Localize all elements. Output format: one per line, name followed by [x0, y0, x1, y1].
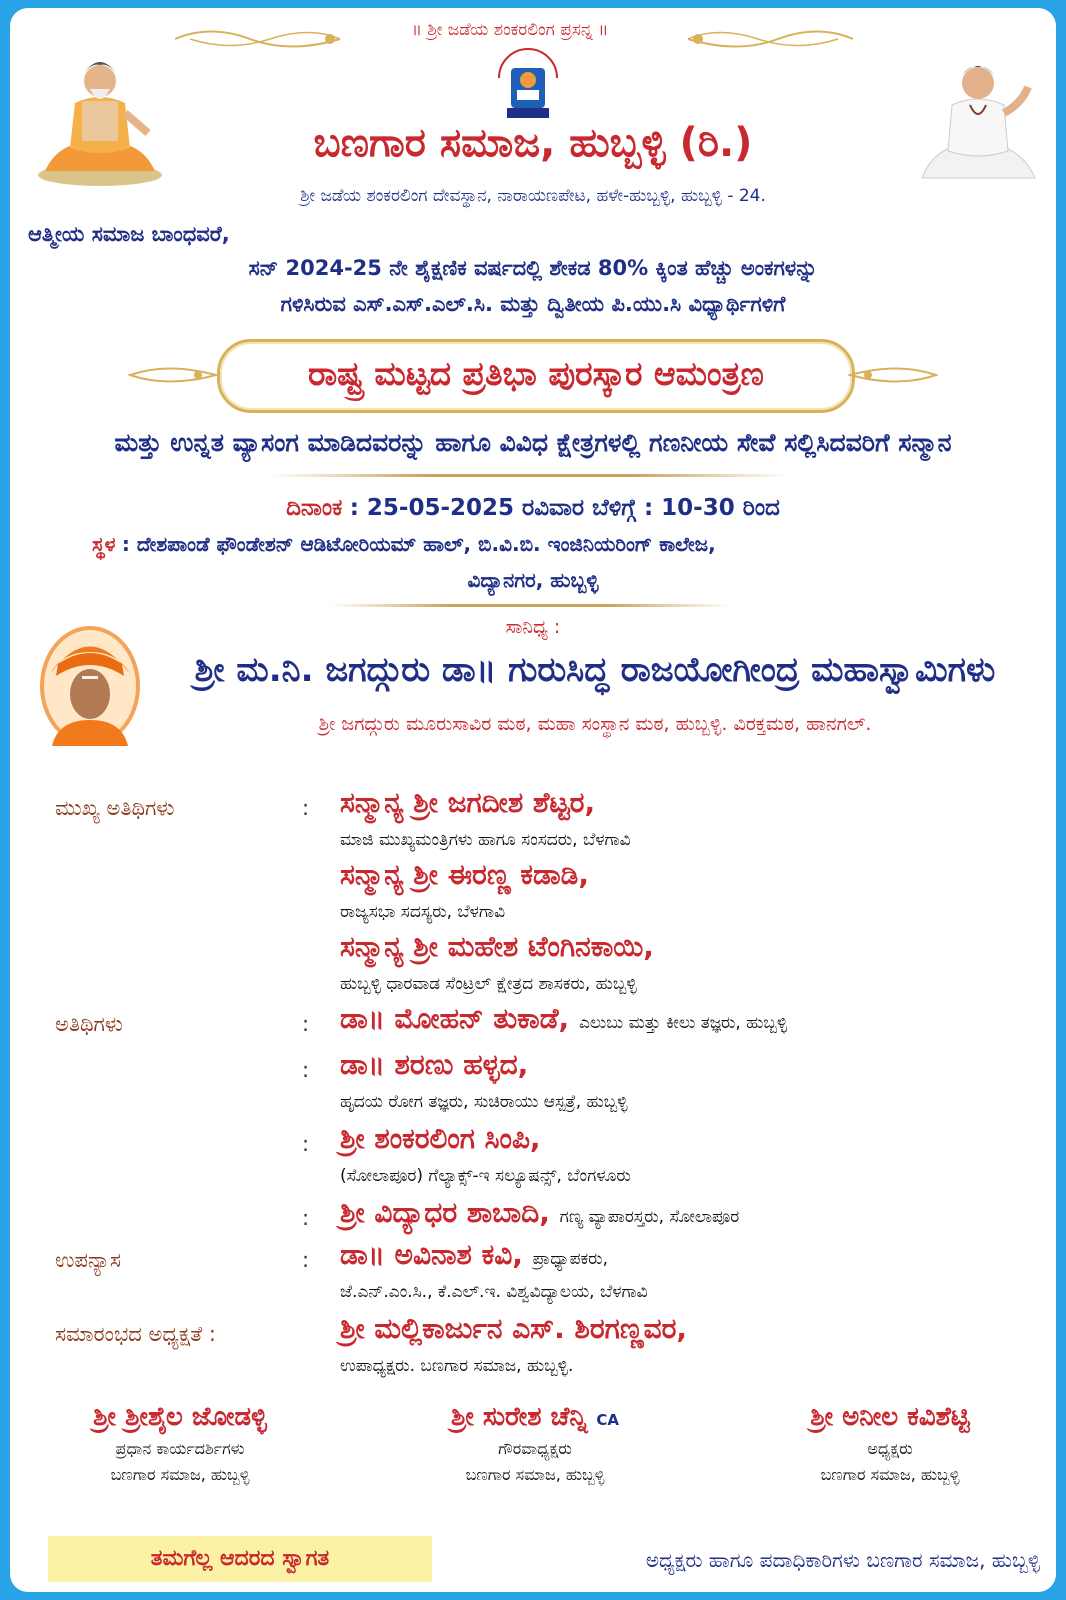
president-desc: ಉಪಾಧ್ಯಕ್ಷರು. ಬಣಗಾರ ಸಮಾಜ, ಹುಬ್ಬಳ್ಳಿ. — [340, 1356, 574, 1376]
date-label: ದಿನಾಂಕ — [286, 495, 343, 521]
colon: : — [302, 1132, 310, 1156]
event-venue — [92, 532, 716, 556]
presence-name: ಶ್ರೀ ಮ.ನಿ. ಜಗದ್ಗುರು ಡಾ॥ ಗುರುಸಿದ್ಧ ರಾಜಯೋಗೀಂದ್ರ ಮಹಾಸ್ವಾಮಿಗಳು — [194, 650, 996, 690]
lecture-desc-2: ಜೆ.ಎನ್.ಎಂ.ಸಿ., ಕೆ.ಎಲ್.ಇ. ವಿಶ್ವವಿದ್ಯಾಲಯ, ಬೆಳಗಾವಿ — [340, 1282, 648, 1302]
guest-name: ಶ್ರೀ ವಿದ್ಯಾಧರ ಶಾಬಾದಿ, — [340, 1196, 550, 1229]
venue-label: ಸ್ಥಳ — [92, 532, 116, 556]
signatory-role: ಅಧ್ಯಕ್ಷರು — [867, 1439, 913, 1458]
welcome-banner: ತಮಗೆಲ್ಲ ಆದರದ ಸ್ವಾಗತ — [48, 1536, 432, 1582]
colon: : — [302, 1206, 310, 1230]
samaja-logo-icon — [493, 48, 563, 123]
colon: : — [302, 796, 310, 820]
presence-label: ಸಾನಿಧ್ಯ : — [505, 616, 561, 638]
colon: : — [302, 1248, 310, 1272]
venue-value: : ದೇಶಪಾಂಡೆ ಫೌಂಡೇಶನ್ ಆಡಿಟೋರಿಯಮ್ ಹಾಲ್, ಬಿ.ವಿ.ಬಿ. ಇಂಜಿನಿಯರಿಂಗ್ ಕಾಲೇಜ, — [121, 532, 716, 556]
chief-guest-name: ಸನ್ಮಾನ್ಯ ಶ್ರೀ ಜಗದೀಶ ಶೆಟ್ಟರ, — [340, 786, 596, 819]
footer-note: ಅಧ್ಯಕ್ಷರು ಹಾಗೂ ಪದಾಧಿಕಾರಿಗಳು ಬಣಗಾರ ಸಮಾಜ, ಹುಬ್ಬಳ್ಳಿ — [645, 1548, 1040, 1572]
chief-guests-label: ಮುಖ್ಯ ಅತಿಥಿಗಳು — [55, 796, 175, 820]
lecture-desc: ಪ್ರಾಧ್ಯಾಪಕರು, — [532, 1249, 608, 1269]
signatory-role: ಪ್ರಧಾನ ಕಾರ್ಯದರ್ಶಿಗಳು — [115, 1439, 245, 1458]
greeting: ಆತ್ಮೀಯ ಸಮಾಜ ಬಾಂಧವರೆ, — [28, 222, 230, 246]
signatory-org: ಬಣಗಾರ ಸಮಾಜ, ಹುಬ್ಬಳ್ಳಿ — [465, 1465, 605, 1484]
signatory-name-line — [375, 1402, 695, 1433]
saint-figure-right-icon — [910, 43, 1045, 188]
presence-desc: ಶ್ರೀ ಜಗದ್ಗುರು ಮೂರುಸಾವಿರ ಮಠ, ಮಹಾ ಸಂಸ್ಥಾನ ಮಠ, ಹುಬ್ಬಳ್ಳಿ. ವಿರಕ್ತಮಠ, ಹಾನಗಲ್. — [318, 713, 872, 735]
banner-flourish-right — [848, 360, 938, 390]
banner-flourish-left — [128, 360, 218, 390]
signatory-org: ಬಣಗಾರ ಸಮಾಜ, ಹುಬ್ಬಳ್ಳಿ — [820, 1465, 960, 1484]
intro-line-2: ಗಳಿಸಿರುವ ಎಸ್.ಎಸ್.ಎಲ್.ಸಿ. ಮತ್ತು ದ್ವಿತೀಯ ಪಿ.ಯು.ಸಿ ವಿಧ್ಯಾರ್ಥಿಗಳಿಗೆ — [280, 292, 786, 316]
intro-line-1: ಸನ್ 2024-25 ನೇ ಶೈಕ್ಷಣಿಕ ವರ್ಷದಲ್ಲಿ ಶೇಕಡ 80% ಕ್ಕಿಂತ ಹೆಚ್ಚು ಅಂಕಗಳನ್ನು — [248, 256, 818, 280]
swamiji-portrait-icon — [38, 624, 142, 748]
gold-flourish-right — [678, 24, 858, 54]
org-name: ಬಣಗಾರ ಸಮಾಜ, ಹುಬ್ಬಳ್ಳಿ (ರಿ.) — [313, 120, 753, 166]
signatory-name: ಶ್ರೀ ಶ್ರೀಶೈಲ ಜೋಡಳ್ಳಿ — [93, 1402, 267, 1432]
signatory-org: ಬಣಗಾರ ಸಮಾಜ, ಹುಬ್ಬಳ್ಳಿ — [110, 1465, 250, 1484]
date-value: : 25-05-2025 ರವಿವಾರ ಬೆಳಿಗ್ಗೆ : 10-30 ರಿಂದ — [349, 495, 780, 521]
president-name: ಶ್ರೀ ಮಲ್ಲಿಕಾರ್ಜುನ ಎಸ್. ಶಿರಗಣ್ಣವರ, — [340, 1312, 688, 1345]
signatory-name: ಶ್ರೀ ಸುರೇಶ ಚೆನ್ನಿ — [450, 1402, 588, 1432]
guest-entry — [340, 1002, 787, 1036]
guest-name: ಡಾ॥ ಶರಣು ಹಳ್ಳದ, — [340, 1048, 529, 1081]
banner-frame — [217, 339, 855, 413]
divider — [330, 604, 730, 607]
banner-title: ರಾಷ್ಟ್ರ ಮಟ್ಟದ ಪ್ರತಿಭಾ ಪುರಸ್ಕಾರ ಆಮಂತ್ರಣ — [308, 354, 764, 393]
chief-guest-name: ಸನ್ಮಾನ್ಯ ಶ್ರೀ ಈರಣ್ಣ ಕಡಾಡಿ, — [340, 858, 589, 891]
president-label: ಸಮಾರಂಭದ ಅಧ್ಯಕ್ಷತೆ : — [55, 1322, 216, 1346]
lecture-entry — [340, 1238, 608, 1272]
guest-name: ಶ್ರೀ ಶಂಕರಲಿಂಗ ಸಿಂಪಿ, — [340, 1122, 541, 1155]
guest-desc: ಎಲುಬು ಮತ್ತು ಕೀಲು ತಜ್ಞರು, ಹುಬ್ಬಳ್ಳಿ — [578, 1013, 788, 1033]
chief-guest-desc: ಹುಬ್ಬಳ್ಳಿ ಧಾರವಾಡ ಸೆಂಟ್ರಲ್ ಕ್ಷೇತ್ರದ ಶಾಸಕರು, ಹುಬ್ಬಳ್ಳಿ — [340, 974, 637, 994]
signatory-1 — [20, 1402, 340, 1485]
signatory-2 — [375, 1402, 695, 1485]
guests-label: ಅತಿಥಿಗಳು — [55, 1012, 123, 1036]
org-address: ಶ್ರೀ ಜಡೆಯ ಶಂಕರಲಿಂಗ ದೇವಸ್ಥಾನ, ನಾರಾಯಣಪೇಟ, ಹಳೇ-ಹುಬ್ಬಳ್ಳಿ, ಹುಬ್ಬಳ್ಳಿ - 24. — [300, 186, 766, 206]
chief-guest-name: ಸನ್ಮಾನ್ಯ ಶ್ರೀ ಮಹೇಶ ಟೆಂಗಿನಕಾಯಿ, — [340, 930, 654, 963]
chief-guest-desc: ಮಾಜಿ ಮುಖ್ಯಮಂತ್ರಿಗಳು ಹಾಗೂ ಸಂಸದರು, ಬೆಳಗಾವಿ — [340, 830, 631, 850]
signatory-name: ಶ್ರೀ ಅನೀಲ ಕವಿಶೆಟ್ಟಿ — [810, 1402, 970, 1432]
guest-desc: ಹೃದಯ ರೋಗ ತಜ್ಞರು, ಸುಚಿರಾಯು ಆಸ್ಪತ್ರೆ, ಹುಬ್ಬಳ್ಳಿ — [340, 1092, 628, 1112]
colon: : — [302, 1058, 310, 1082]
signatory-3 — [730, 1402, 1050, 1485]
chief-guest-desc: ರಾಜ್ಯಸಭಾ ಸದಸ್ಯರು, ಬೆಳಗಾವಿ — [340, 902, 506, 922]
signatory-role: ಗೌರವಾಧ್ಯಕ್ಷರು — [498, 1439, 572, 1458]
invitation-card — [10, 8, 1056, 1592]
guest-desc: (ಸೋಲಾಪೂರ) ಗೆಲ್ಯಾಕ್ಸ್-ಇ ಸಲ್ಯೂಷನ್ಸ್, ಬೆಂಗಳೂರು — [340, 1166, 631, 1186]
saint-figure-left-icon — [30, 43, 170, 188]
colon: : — [302, 1012, 310, 1036]
subtitle: ಮತ್ತು ಉನ್ನತ ವ್ಯಾಸಂಗ ಮಾಡಿದವರನ್ನು ಹಾಗೂ ವಿವಿಧ ಕ್ಷೇತ್ರಗಳಲ್ಲಿ ಗಣನೀಯ ಸೇವೆ ಸಲ್ಲಿಸಿದವರಿಗೆ ಸನ್ಮಾನ — [114, 428, 952, 457]
guest-entry — [340, 1196, 739, 1230]
venue-line-2: ವಿದ್ಯಾನಗರ, ಹುಬ್ಬಳ್ಳಿ — [467, 568, 599, 592]
gold-flourish-left — [170, 24, 350, 54]
top-blessing: ॥ ಶ್ರೀ ಜಡೆಯ ಶಂಕರಲಿಂಗ ಪ್ರಸನ್ನ ॥ — [411, 20, 609, 40]
divider — [270, 474, 790, 477]
guest-name: ಡಾ॥ ಮೋಹನ್ ತುಕಾಡೆ, — [340, 1002, 570, 1035]
lecture-name: ಡಾ॥ ಅವಿನಾಶ ಕವಿ, — [340, 1238, 523, 1271]
lecture-label: ಉಪನ್ಯಾಸ — [55, 1248, 122, 1272]
event-date — [10, 495, 1056, 521]
guest-desc: ಗಣ್ಯ ವ್ಯಾಪಾರಸ್ತರು, ಸೋಲಾಪೂರ — [559, 1207, 740, 1227]
signatory-suffix: CA — [596, 1411, 620, 1429]
